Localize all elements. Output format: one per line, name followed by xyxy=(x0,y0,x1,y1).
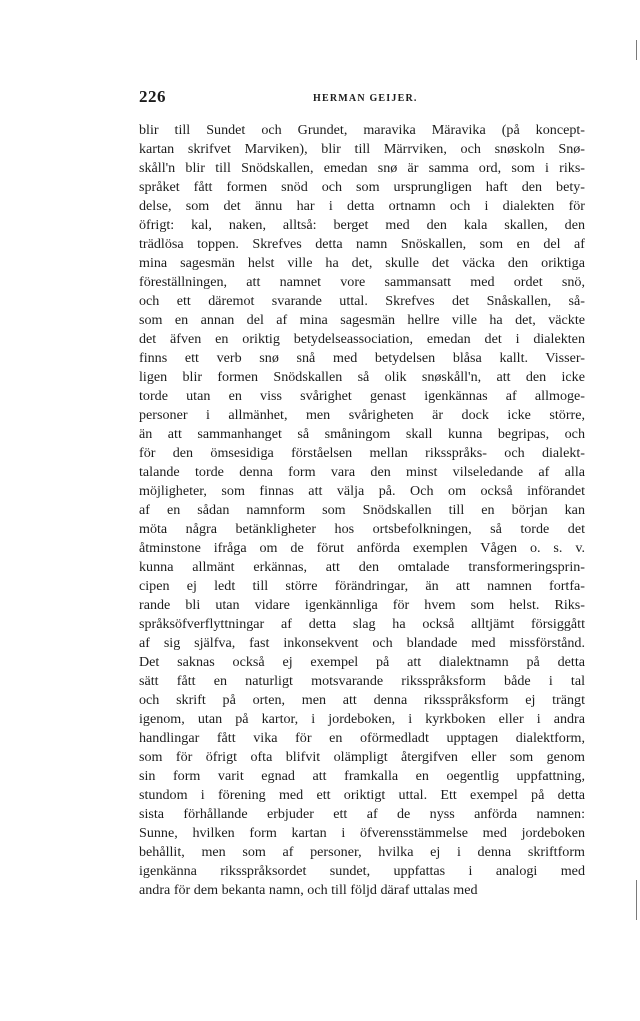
text-line: delse, som det ännu har i detta ortnamn och i dialekten för xyxy=(139,198,585,214)
text-line: föreställningen, att namnet vore sammansatt med ordet snö, xyxy=(139,274,585,290)
text-line: talande torde denna form vara den minst vilseledande af alla xyxy=(139,464,585,480)
text-line: af en sådan namnform som Snödskallen till en början kan xyxy=(139,502,585,518)
text-line: som för öfrigt ofta blifvit olämpligt återgifven eller som genom xyxy=(139,749,585,765)
text-line: Sunne, hvilken form kartan i öfverensstämmelse med jordeboken xyxy=(139,825,585,841)
text-line: åtminstone ifråga om de förut anförda exemplen Vågen o. s. v. xyxy=(139,540,585,556)
text-line: trädlösa toppen. Skrefves detta namn Snöskallen, som en del af xyxy=(139,236,585,252)
text-line: språket fått formen snöd och som ursprungligen haft den bety- xyxy=(139,179,585,195)
text-line: finns ett verb snø snå med betydelsen blåsa kallt. Visser- xyxy=(139,350,585,366)
text-line: behållit, men som af personer, hvilka ej i denna skriftform xyxy=(139,844,585,860)
text-line: handlingar fått vika för en oförmedladt upptagen dialektform, xyxy=(139,730,585,746)
text-line: af sig själfva, fast inkonsekvent och blandade med missförstånd. xyxy=(139,635,585,651)
body-text xyxy=(139,121,585,900)
text-line: cipen ej ledt till större förändringar, än att namnen fortfa- xyxy=(139,578,585,594)
page-header xyxy=(139,87,589,107)
text-line: blir till Sundet och Grundet, maravika Märavika (på koncept- xyxy=(139,122,585,138)
text-line: öfrigt: kal, naken, alltså: berget med den kala skallen, den xyxy=(139,217,585,233)
text-line: igenkänna riksspråksordet sundet, uppfattas i analogi med xyxy=(139,863,585,879)
text-line: än att sammanhanget så småningom skall kunna begripas, och xyxy=(139,426,585,442)
text-line: och skrift på orten, men att denna riksspråksform ej trängt xyxy=(139,692,585,708)
text-line: sätt fått en naturligt motsvarande riksspråksform både i tal xyxy=(139,673,585,689)
text-line: mina sagesmän helst ville ha det, skulle det väcka den oriktiga xyxy=(139,255,585,271)
running-head: HERMAN GEIJER. xyxy=(313,93,418,104)
margin-rule xyxy=(636,880,637,920)
text-line: rande bli utan vidare igenkännliga för hvem som helst. Riks- xyxy=(139,597,585,613)
margin-rule xyxy=(636,40,637,60)
text-line: det äfven en oriktig betydelseassociation, emedan det i dialekten xyxy=(139,331,585,347)
text-line: som en annan del af mina sagesmän hellre ville ha det, väckte xyxy=(139,312,585,328)
text-line: Det saknas också ej exempel på att dialektnamn på detta xyxy=(139,654,585,670)
text-line: kartan skrifvet Marviken), blir till Märrviken, och snøskoln Snø- xyxy=(139,141,585,157)
text-line: andra för dem bekanta namn, och till följd däraf uttalas med xyxy=(139,882,478,898)
text-line: kunna allmänt erkännas, att den omtalade transformeringsprin- xyxy=(139,559,585,575)
text-line: torde utan en viss svårighet genast igenkännas af allmoge- xyxy=(139,388,585,404)
page-number: 226 xyxy=(139,87,166,106)
text-line: för den ömsesidiga förståelsen mellan riksspråks- och dialekt- xyxy=(139,445,585,461)
text-line: och ett däremot svarande uttal. Skrefves det Snåskallen, så- xyxy=(139,293,585,309)
text-line: stundom i förening med ett oriktigt uttal. Ett exempel på detta xyxy=(139,787,585,803)
text-line: ligen blir formen Snödskallen så olik snøskåll'n, att den icke xyxy=(139,369,585,385)
text-line: möjligheter, som finnas att välja på. Och om också införandet xyxy=(139,483,585,499)
text-line: sin form varit egnad att framkalla en oegentlig uppfattning, xyxy=(139,768,585,784)
text-line: språksöfverflyttningar af detta slag ha också alltjämt försiggått xyxy=(139,616,585,632)
text-line: möta några betänkligheter hos ortsbefolkningen, så torde det xyxy=(139,521,585,537)
text-line: personer i allmänhet, men svårigheten är dock icke större, xyxy=(139,407,585,423)
text-line: sista förhållande erbjuder ett af de nyss anförda namnen: xyxy=(139,806,585,822)
text-line: igenom, utan på kartor, i jordeboken, i kyrkboken eller i andra xyxy=(139,711,585,727)
text-line: skåll'n blir till Snödskallen, emedan snø är samma ord, som i riks- xyxy=(139,160,585,176)
